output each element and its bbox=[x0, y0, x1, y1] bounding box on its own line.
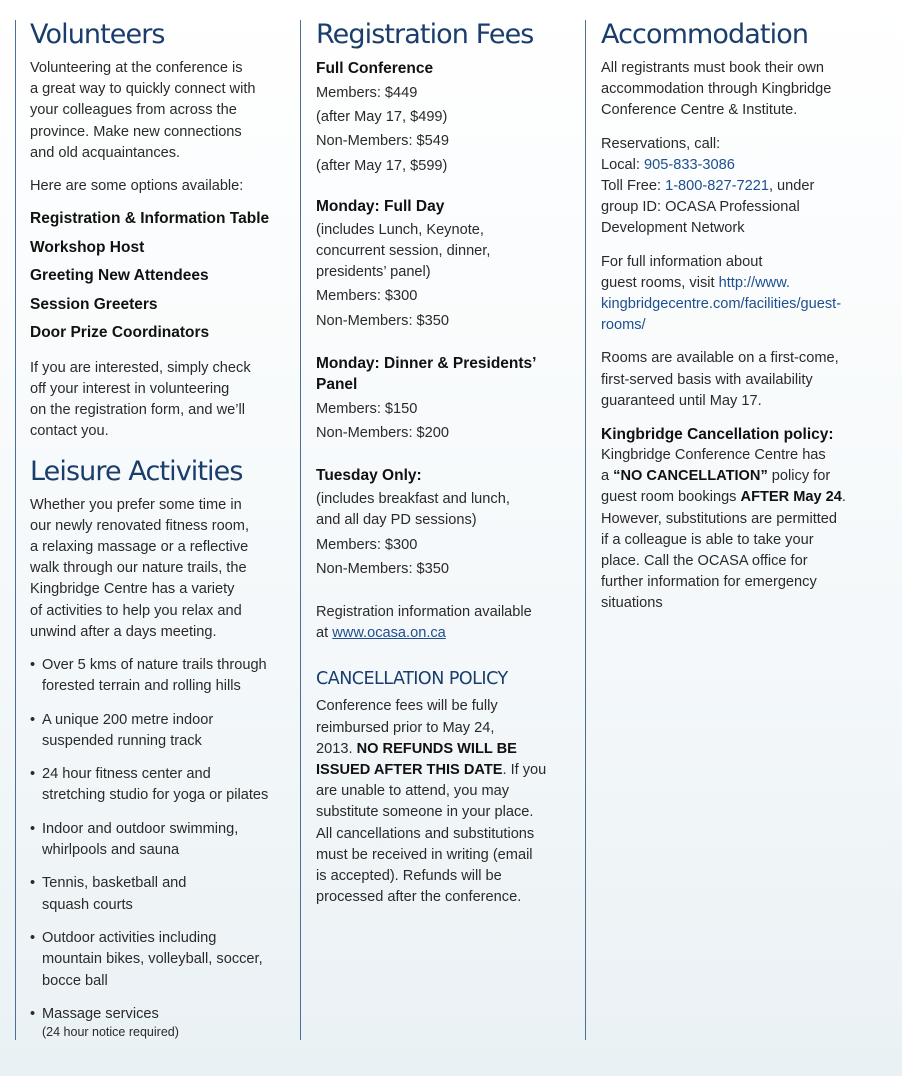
list-item: • A unique 200 metre indoor suspended running track bbox=[30, 710, 295, 753]
volunteer-option: Registration & Information Table bbox=[30, 210, 270, 228]
local-phone-link[interactable]: 905-833-3086 bbox=[644, 156, 735, 173]
fee-heading: Monday: Full Day bbox=[316, 197, 445, 215]
fee-nonmembers: Non-Members: $350 bbox=[316, 560, 450, 577]
leisure-title: Leisure Activities bbox=[30, 455, 243, 487]
fee-nonmembers: Non-Members: $350 bbox=[316, 312, 450, 329]
kingbridge-policy-heading: Kingbridge Cancellation policy: bbox=[601, 426, 834, 444]
fee-heading: Monday: Dinner & Presidents’ Panel bbox=[316, 354, 537, 393]
fee-description: (includes Lunch, Keynote, concurrent session, dinner, presidents’ panel) bbox=[316, 221, 491, 281]
volunteers-intro: Volunteering at the conference is a great way to quickly connect with your colleagues from across the province. Make new connections and old acquaintances. bbox=[30, 60, 256, 161]
fee-members-late: (after May 17, $499) bbox=[316, 109, 448, 126]
volunteer-option: Greeting New Attendees bbox=[30, 267, 209, 285]
leisure-activities-list bbox=[30, 655, 295, 1040]
list-item: • Outdoor activities including mountain bikes, volleyball, soccer, bocce ball bbox=[30, 928, 295, 992]
fee-monday-dinner bbox=[316, 353, 580, 444]
volunteers-outro: If you are interested, simply check off your interest in volunteering on the registration form, and we’ll contact you. bbox=[30, 359, 251, 440]
fee-description: (includes breakfast and lunch, and all day PD sessions) bbox=[316, 491, 510, 529]
list-item: • Indoor and outdoor swimming, whirlpools and sauna bbox=[30, 819, 295, 862]
accommodation-title: Accommodation bbox=[601, 19, 809, 50]
column-accommodation bbox=[585, 20, 875, 1040]
list-item: • 24 hour fitness center and stretching studio for yoga or pilates bbox=[30, 764, 295, 807]
leisure-intro: Whether you prefer some time in our newly renovated fitness room, a relaxing massage or a reflective walk through our nature trails, the Kingbridge Centre has a variety of activities to help you relax and unwind after a days meeting. bbox=[30, 496, 250, 640]
fee-nonmembers: Non-Members: $200 bbox=[316, 425, 450, 442]
list-item: • Massage services (24 hour notice required) bbox=[30, 1004, 295, 1040]
registration-fees-title: Registration Fees bbox=[316, 19, 534, 50]
list-item: • Over 5 kms of nature trails through forested terrain and rolling hills bbox=[30, 655, 295, 698]
fee-nonmembers-late: (after May 17, $599) bbox=[316, 157, 448, 174]
column-registration-fees bbox=[300, 20, 580, 1040]
fee-members: Members: $150 bbox=[316, 400, 418, 417]
fee-heading: Full Conference bbox=[316, 60, 434, 77]
massage-note: (24 hour notice required) bbox=[42, 1025, 179, 1040]
cancellation-policy-text: Conference fees will be fully reimbursed prior to May 24, 2013. NO REFUNDS WILL BE ISSUED AFTER THIS DATE. If you are unable to attend, you may substitute someone in your place. All cancellations and substitutions must be received in writing (email is accepted). Refunds will be processed after the conference. bbox=[316, 698, 547, 906]
volunteer-options-list bbox=[30, 209, 295, 344]
cancellation-policy-title: CANCELLATION POLICY bbox=[316, 669, 508, 690]
reservations-info: Reservations, call: Local: 905-833-3086 Toll Free: 1-800-827-7221, under group ID: OCASA Professional Development Network bbox=[601, 135, 815, 237]
fee-full-conference bbox=[316, 58, 580, 177]
accommodation-intro: All registrants must book their own accommodation through Kingbridge Conference Centre & Institute. bbox=[601, 60, 832, 119]
rooms-availability: Rooms are available on a first-come, first-served basis with availability guaranteed until May 17. bbox=[601, 350, 839, 409]
tollfree-phone-link[interactable]: 1-800-827-7221 bbox=[665, 178, 769, 195]
kingbridge-link[interactable]: http://www. kingbridgecentre.com/facilities/guest- rooms/ bbox=[601, 274, 842, 334]
list-item: • Tennis, basketball and squash courts bbox=[30, 873, 295, 916]
fee-monday-full bbox=[316, 196, 580, 332]
fee-nonmembers: Non-Members: $549 bbox=[316, 133, 450, 150]
fee-tuesday bbox=[316, 465, 580, 580]
fee-heading: Tuesday Only: bbox=[316, 467, 422, 485]
volunteer-option: Session Greeters bbox=[30, 295, 158, 313]
volunteer-option: Workshop Host bbox=[30, 238, 145, 256]
volunteer-option: Door Prize Coordinators bbox=[30, 324, 210, 342]
fee-members: Members: $449 bbox=[316, 85, 418, 101]
ocasa-link[interactable]: www.ocasa.on.ca bbox=[332, 625, 446, 642]
volunteer-options-intro: Here are some options available: bbox=[30, 178, 244, 195]
volunteers-title: Volunteers bbox=[30, 19, 165, 50]
kingbridge-policy-text: Kingbridge Conference Centre has a “NO CANCELLATION” policy for guest room bookings AFTER May 24. However, substitutions are permitted if a colleague is able to take your place. Call the OCASA office for further information for emergency situations bbox=[601, 447, 846, 612]
fee-members: Members: $300 bbox=[316, 536, 418, 553]
guest-rooms-info: For full information about guest rooms, visit http://www. kingbridgecentre.com/facilities/guest- rooms/ bbox=[601, 253, 842, 334]
fee-members: Members: $300 bbox=[316, 288, 418, 305]
column-volunteers-leisure bbox=[15, 20, 295, 1040]
registration-info: Registration information available at www.ocasa.on.ca bbox=[316, 604, 532, 642]
